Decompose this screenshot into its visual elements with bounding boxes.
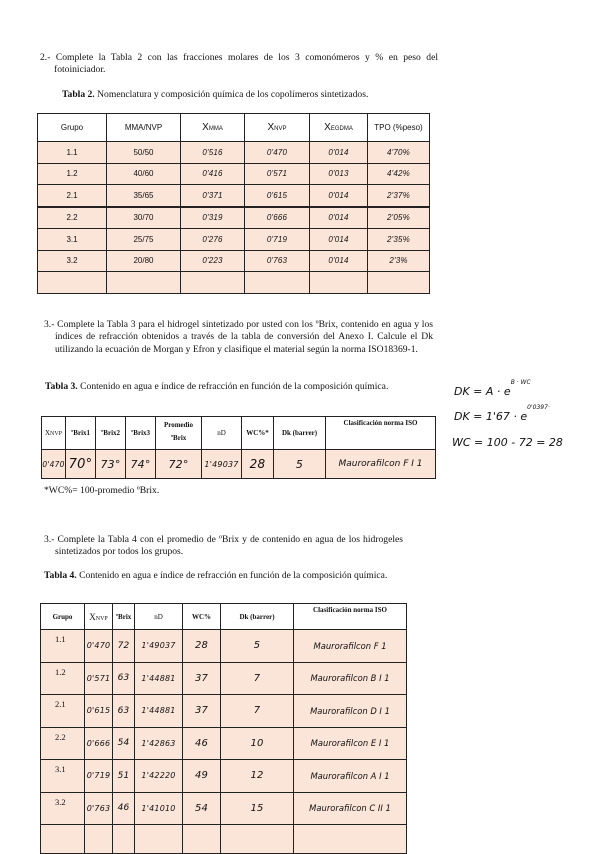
- question-3-text: 3.- Complete la Tabla 3 para el hidrogel sintetizado por usted con los ºBrix, contenido en agua y los índices de refracción obtenidos a través de la tabla de conversión del Anexo I. Calcule el Dk utilizando la ecuación de Morgan y Efron y clasifique el material según la norma ISO18369-1.: [44, 319, 433, 355]
- cell-xnvp: 0'719: [245, 229, 310, 251]
- cell-grupo: 3.2: [41, 792, 85, 825]
- cell-grupo: 1.2: [38, 163, 107, 185]
- cell-xnvp: 0'615: [245, 185, 310, 207]
- header-x-symbol: X: [44, 429, 51, 437]
- header-iso: Clasificación norma ISO: [326, 417, 436, 450]
- header-grupo: Grupo: [41, 604, 85, 630]
- cell-grupo: 3.1: [41, 760, 85, 793]
- cell-brix3: 74°: [126, 450, 156, 479]
- header-dk: Dk (barrer): [221, 604, 294, 630]
- cell-nd: 1'42863: [135, 727, 183, 760]
- header-promedio-line1: Promedio: [163, 421, 194, 429]
- cell-brix: 54: [113, 727, 135, 760]
- header-x-symbol: X: [89, 611, 96, 622]
- cell-xmma: 0'319: [181, 207, 245, 229]
- cell-wc: 37: [183, 662, 221, 695]
- table-row: [41, 727, 407, 760]
- cell-iso: Maurorafilcon A I 1: [294, 760, 407, 793]
- cell-nd: 1'49037: [202, 450, 242, 479]
- cell-brix: 63: [113, 662, 135, 695]
- cell-grupo: 3.2: [38, 250, 107, 272]
- header-nd: nD: [202, 417, 242, 450]
- cell-iso: Maurorafilcon F 1: [294, 630, 407, 663]
- cell-xmma: 0'516: [181, 142, 245, 164]
- cell-xegdma: 0'014: [310, 185, 368, 207]
- cell-iso: Maurorafilcon D I 1: [294, 695, 407, 728]
- cell-brix: 63: [113, 695, 135, 728]
- cell-brix1: 70°: [66, 450, 96, 479]
- header-x-nvp-sub: NVP: [274, 126, 287, 132]
- cell-grupo: 3.1: [38, 229, 107, 251]
- cell-grupo: 2.2: [38, 207, 107, 229]
- table-4-header-row: [41, 604, 407, 630]
- cell-nd: 1'44881: [135, 695, 183, 728]
- dk-equation-2-text: DK = 1'67 · e: [454, 410, 528, 423]
- header-tpo: TPO (%peso): [368, 114, 430, 142]
- cell-wc: 54: [183, 792, 221, 825]
- cell-promedio: 72°: [156, 450, 202, 479]
- header-nd: nD: [135, 604, 183, 630]
- dk-equation-1-text: DK = A · e: [454, 385, 511, 398]
- header-x-sub: NVP: [95, 615, 108, 622]
- header-iso: Clasificación norma ISO: [294, 604, 407, 630]
- table-3-caption-label: Tabla 3.: [45, 381, 78, 392]
- header-grupo: Grupo: [38, 114, 107, 142]
- header-x-nvp: [42, 417, 66, 450]
- header-wc: WC%*: [242, 417, 274, 450]
- cell-xnvp: 0'615: [85, 695, 113, 728]
- cell-dk: 10: [221, 727, 294, 760]
- table-4-caption-text: Contenido en agua e índice de refracción en función de la composición química.: [79, 570, 388, 581]
- cell-xmma: 0'416: [181, 163, 245, 185]
- table-row: [38, 142, 430, 164]
- cell-wc: 46: [183, 727, 221, 760]
- cell-iso: Maurorafilcon E I 1: [294, 727, 407, 760]
- question-4: [44, 534, 403, 559]
- table-2-caption-label: Tabla 2.: [62, 89, 95, 100]
- cell-grupo: 2.1: [38, 185, 107, 207]
- header-wc: WC%: [183, 604, 221, 630]
- table-row: [41, 662, 407, 695]
- table-row: [41, 760, 407, 793]
- table-4: [40, 603, 407, 854]
- cell-xegdma: 0'014: [310, 229, 368, 251]
- header-x-nvp: [245, 114, 310, 142]
- table-3-footnote: *WC%= 100-promedio ºBrix.: [44, 485, 160, 496]
- cell-xegdma: 0'014: [310, 142, 368, 164]
- table-2-caption: [62, 89, 442, 101]
- cell-grupo: 1.1: [38, 142, 107, 164]
- cell-dk: 5: [221, 630, 294, 663]
- table-3-caption: [45, 381, 431, 393]
- table-3-caption-text: Contenido en agua e índice de refracción en función de la composición química.: [80, 381, 389, 392]
- question-2-text: 2.- Complete la Tabla 2 con las fracciones molares de los 3 comonómeros y % en peso del fotoiniciador.: [40, 52, 438, 76]
- header-promedio: [156, 417, 202, 450]
- cell-dk: 7: [221, 662, 294, 695]
- cell-nd: 1'49037: [135, 630, 183, 663]
- table-row-empty: [41, 825, 407, 854]
- header-brix1: ºBrix1: [66, 417, 96, 450]
- cell-grupo: 1.2: [41, 662, 85, 695]
- cell-ratio: 20/80: [107, 250, 181, 272]
- cell-nd: 1'41010: [135, 792, 183, 825]
- table-2: [37, 113, 430, 294]
- table-4-caption: [44, 570, 403, 582]
- cell-grupo: 1.1: [41, 630, 85, 663]
- cell-xmma: 0'276: [181, 229, 245, 251]
- table-row: [41, 792, 407, 825]
- dk-equation-2-exp: 0'0397·: [527, 404, 550, 412]
- cell-grupo: 2.2: [41, 727, 85, 760]
- header-x-mma-symbol: X: [202, 122, 209, 133]
- cell-iso: Maurorafilcon C II 1: [294, 792, 407, 825]
- question-4-text: 3.- Complete la Tabla 4 con el promedio de ºBrix y de contenido en agua de los hidrogeles sintetizados por todos los grupos.: [44, 534, 403, 558]
- header-mma-nvp: MMA/NVP: [107, 114, 181, 142]
- table-3-header-row: [42, 417, 436, 450]
- header-x-mma: [181, 114, 245, 142]
- cell-xmma: 0'223: [181, 250, 245, 272]
- cell-tpo: 4'70%: [368, 142, 430, 164]
- cell-ratio: 35/65: [107, 185, 181, 207]
- header-x-egdma-symbol: X: [324, 122, 331, 133]
- header-brix3: ºBrix3: [126, 417, 156, 450]
- table-row: [41, 695, 407, 728]
- cell-iso: Maurorafilcon F I 1: [326, 450, 436, 479]
- cell-iso: Maurorafilcon B I 1: [294, 662, 407, 695]
- table-row: [38, 163, 430, 185]
- header-x-mma-sub: MMA: [208, 126, 223, 132]
- cell-xegdma: 0'014: [310, 207, 368, 229]
- cell-xmma: 0'371: [181, 185, 245, 207]
- cell-xnvp: 0'571: [85, 662, 113, 695]
- cell-xegdma: 0'014: [310, 250, 368, 272]
- cell-nd: 1'44881: [135, 662, 183, 695]
- header-brix: ºBrix: [113, 604, 135, 630]
- cell-tpo: 4'42%: [368, 163, 430, 185]
- table-2-caption-text: Nomenclatura y composición química de los copolímeros sintetizados.: [97, 89, 369, 100]
- cell-ratio: 30/70: [107, 207, 181, 229]
- table-row: [38, 250, 430, 272]
- cell-wc: 28: [183, 630, 221, 663]
- cell-ratio: 40/60: [107, 163, 181, 185]
- table-row: [42, 450, 436, 479]
- dk-equation-2: [454, 404, 550, 423]
- question-3: [44, 319, 433, 356]
- cell-xnvp: 0'763: [85, 792, 113, 825]
- table-2-header-row: [38, 114, 430, 142]
- cell-wc: 37: [183, 695, 221, 728]
- cell-brix2: 73°: [96, 450, 126, 479]
- table-row: [38, 185, 430, 207]
- cell-wc: 28: [242, 450, 274, 479]
- header-x-egdma-sub: EGDMA: [330, 126, 353, 132]
- header-x-nvp: [85, 604, 113, 630]
- cell-brix: 72: [113, 630, 135, 663]
- cell-xegdma: 0'013: [310, 163, 368, 185]
- cell-xnvp: 0'470: [85, 630, 113, 663]
- cell-xnvp: 0'470: [245, 142, 310, 164]
- cell-xnvp: 0'470: [42, 450, 66, 479]
- table-3: [41, 416, 436, 479]
- cell-dk: 12: [221, 760, 294, 793]
- header-dk: Dk (barrer): [274, 417, 326, 450]
- header-brix2: ºBrix2: [96, 417, 126, 450]
- cell-xnvp: 0'666: [245, 207, 310, 229]
- cell-xnvp: 0'763: [245, 250, 310, 272]
- cell-tpo: 2'3%: [368, 250, 430, 272]
- header-x-nvp-symbol: X: [267, 122, 275, 133]
- header-x-sub: NVP: [50, 431, 63, 437]
- table-row: [41, 630, 407, 663]
- cell-dk: 15: [221, 792, 294, 825]
- cell-nd: 1'42220: [135, 760, 183, 793]
- cell-dk: 7: [221, 695, 294, 728]
- table-row: [38, 207, 430, 229]
- cell-ratio: 25/75: [107, 229, 181, 251]
- dk-equation-1-exp: B · WC: [510, 379, 531, 387]
- question-2: [40, 52, 438, 77]
- cell-xnvp: 0'571: [245, 163, 310, 185]
- cell-tpo: 2'05%: [368, 207, 430, 229]
- wc-equation: WC = 100 - 72 = 28: [452, 436, 563, 449]
- cell-dk: 5: [274, 450, 326, 479]
- table-4-caption-label: Tabla 4.: [44, 570, 77, 581]
- cell-xnvp: 0'719: [85, 760, 113, 793]
- table-row: [38, 229, 430, 251]
- cell-brix: 51: [113, 760, 135, 793]
- cell-grupo: 2.1: [41, 695, 85, 728]
- header-promedio-line2: ºBrix: [170, 434, 187, 442]
- cell-ratio: 50/50: [107, 142, 181, 164]
- table-row-empty: [38, 272, 430, 294]
- cell-tpo: 2'37%: [368, 185, 430, 207]
- cell-tpo: 2'35%: [368, 229, 430, 251]
- cell-wc: 49: [183, 760, 221, 793]
- cell-brix: 46: [113, 792, 135, 825]
- cell-xnvp: 0'666: [85, 727, 113, 760]
- header-x-egdma: [310, 114, 368, 142]
